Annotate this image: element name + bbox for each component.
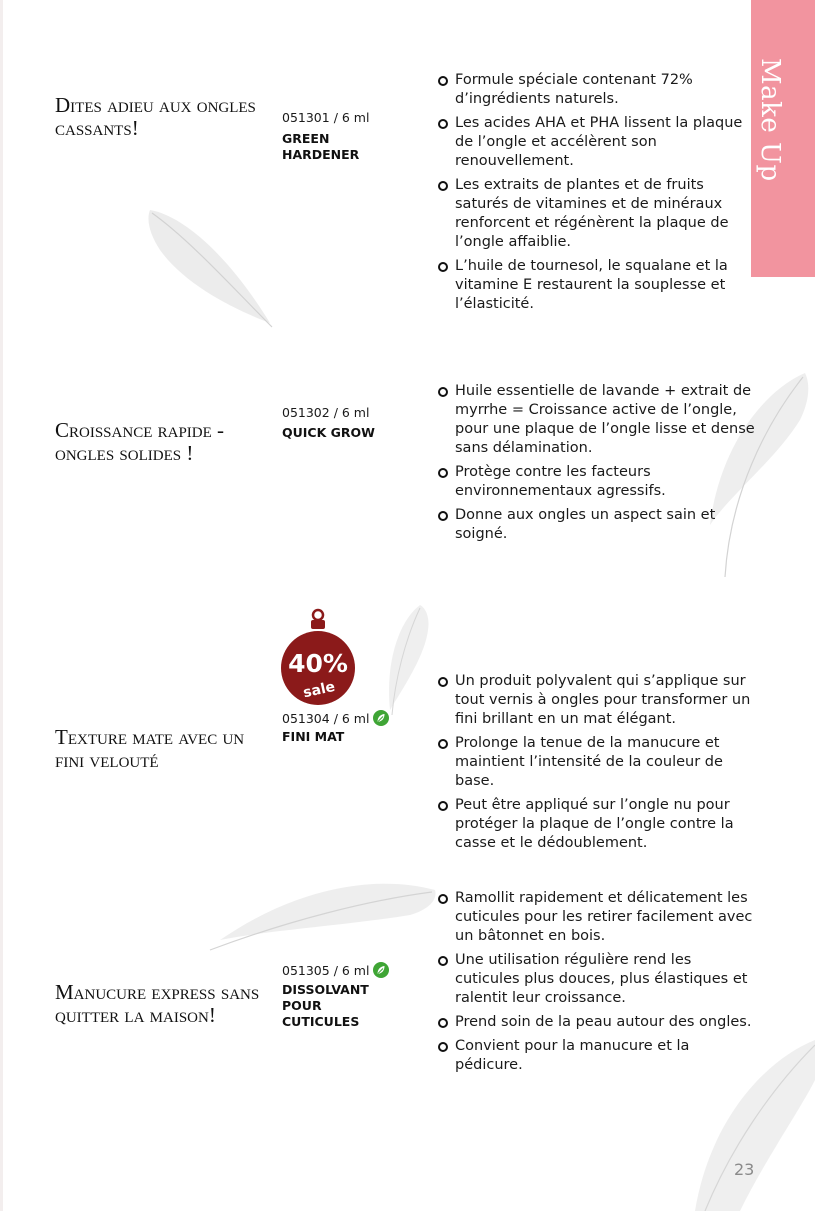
sale-percent: 40% — [288, 649, 348, 678]
product-code: 051301 / 6 ml — [282, 110, 370, 125]
list-item: Convient pour la manucure et la pédicure. — [437, 1037, 757, 1075]
bullet-icon — [438, 181, 448, 191]
feature-list — [437, 889, 757, 1080]
page-edge — [0, 0, 3, 1211]
product-name: GREEN HARDENER — [282, 131, 360, 162]
bullet-icon — [438, 739, 448, 749]
product-heading: Dites adieu aux ongles cassants! — [55, 93, 256, 140]
feature-list — [437, 672, 757, 858]
bullet-icon — [438, 468, 448, 478]
feature-list — [437, 71, 757, 319]
list-item: Un produit polyvalent qui s’applique sur tout vernis à ongles pour transformer un fini brillant en un mat élégant. — [437, 672, 757, 729]
section-tab-label: Make Up — [755, 58, 785, 182]
list-item: Ramollit rapidement et délicatement les cuticules pour les retirer facilement avec un bâtonnet en bois. — [437, 889, 757, 946]
bullet-icon — [438, 801, 448, 811]
bullet-icon — [438, 956, 448, 966]
bullet-icon — [438, 1042, 448, 1052]
bullet-icon — [438, 894, 448, 904]
list-item: Huile essentielle de lavande + extrait de myrrhe = Croissance active de l’ongle, pour une plaque de l’ongle lisse et dense sans délamination. — [437, 382, 757, 458]
feature-list — [437, 382, 757, 549]
product-heading: Manucure express sans quitter la maison! — [55, 980, 260, 1027]
sale-badge — [280, 606, 356, 708]
product-code: 051302 / 6 ml — [282, 405, 370, 420]
bullet-icon — [438, 511, 448, 521]
sale-label: sale — [301, 678, 337, 702]
product-heading: Texture mate avec un fini velouté — [55, 725, 245, 772]
list-item: Peut être appliqué sur l’ongle nu pour protéger la plaque de l’ongle contre la casse et le dédoublement. — [437, 796, 757, 853]
eco-leaf-icon — [373, 710, 389, 726]
bullet-icon — [438, 76, 448, 86]
product-name: QUICK GROW — [282, 425, 375, 440]
list-item: Une utilisation régulière rend les cuticules plus douces, plus élastiques et ralentit leur croissance. — [437, 951, 757, 1008]
page-number: 23 — [734, 1160, 755, 1179]
eco-leaf-icon — [373, 962, 389, 978]
bullet-icon — [438, 677, 448, 687]
list-item: Les extraits de plantes et de fruits saturés de vitamines et de minéraux renforcent et régénèrent la plaque de l’ongle affaiblie. — [437, 176, 757, 252]
product-name: FINI MAT — [282, 729, 345, 744]
bullet-icon — [438, 387, 448, 397]
bullet-icon — [438, 1018, 448, 1028]
product-heading: Croissance rapide - ongles solides ! — [55, 418, 225, 465]
list-item: Prend soin de la peau autour des ongles. — [437, 1013, 757, 1032]
product-code: 051305 / 6 ml — [282, 962, 389, 978]
product-name: DISSOLVANT POUR CUTICULES — [282, 982, 369, 1029]
feather-icon — [200, 870, 440, 960]
list-item: Formule spéciale contenant 72% d’ingrédients naturels. — [437, 71, 757, 109]
product-code: 051304 / 6 ml — [282, 710, 389, 726]
feather-icon — [360, 600, 440, 720]
feather-icon — [140, 195, 290, 345]
bullet-icon — [438, 119, 448, 129]
list-item: Donne aux ongles un aspect sain et soigné. — [437, 506, 757, 544]
bullet-icon — [438, 262, 448, 272]
list-item: Prolonge la tenue de la manucure et maintient l’intensité de la couleur de base. — [437, 734, 757, 791]
list-item: Les acides AHA et PHA lissent la plaque de l’ongle et accélèrent son renouvellement. — [437, 114, 757, 171]
list-item: Protège contre les facteurs environnementaux agressifs. — [437, 463, 757, 501]
list-item: L’huile de tournesol, le squalane et la vitamine E restaurent la souplesse et l’élasticité. — [437, 257, 757, 314]
